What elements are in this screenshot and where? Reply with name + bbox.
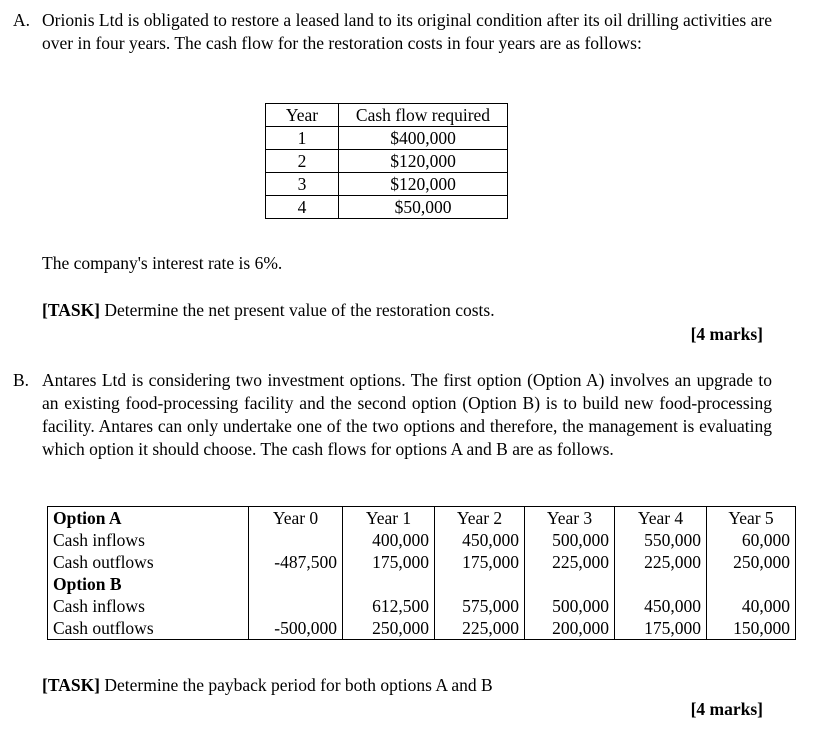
- header-year-3: Year 3: [525, 507, 615, 530]
- value-cell: [615, 573, 707, 595]
- table-row: [266, 173, 508, 196]
- value-cell: [525, 573, 615, 595]
- value-cell: 225,000: [525, 551, 615, 573]
- table-row: [266, 150, 508, 173]
- value-cell: [249, 595, 343, 617]
- cash-flow-cell: $120,000: [339, 173, 508, 196]
- value-cell: 250,000: [707, 551, 796, 573]
- table-row: [48, 551, 796, 573]
- header-year-5: Year 5: [707, 507, 796, 530]
- value-cell: [249, 573, 343, 595]
- value-cell: 400,000: [343, 529, 435, 551]
- table-row: [48, 573, 796, 595]
- row-label: Cash outflows: [48, 551, 249, 573]
- part-b-marker: B.: [13, 370, 30, 390]
- interest-rate-text: The company's interest rate is 6%.: [42, 253, 283, 273]
- year-cell: 3: [266, 173, 339, 196]
- value-cell: [343, 573, 435, 595]
- header-year-2: Year 2: [435, 507, 525, 530]
- part-a-marks: [4 marks]: [690, 324, 763, 344]
- value-cell: -487,500: [249, 551, 343, 573]
- header-year: Year: [266, 104, 339, 127]
- value-cell: [435, 573, 525, 595]
- cash-flow-cell: $400,000: [339, 127, 508, 150]
- value-cell: 250,000: [343, 617, 435, 640]
- value-cell: [707, 573, 796, 595]
- year-cell: 1: [266, 127, 339, 150]
- table-row: [266, 196, 508, 219]
- task-label: [TASK]: [42, 675, 101, 695]
- restoration-cashflow-table: [265, 103, 508, 219]
- year-cell: 2: [266, 150, 339, 173]
- option-a-header: Option A: [48, 507, 249, 530]
- value-cell: 450,000: [615, 595, 707, 617]
- row-label: Cash outflows: [48, 617, 249, 640]
- cash-flow-cell: $120,000: [339, 150, 508, 173]
- investment-options-table: [47, 506, 796, 640]
- table-row: [266, 127, 508, 150]
- value-cell: 550,000: [615, 529, 707, 551]
- value-cell: 40,000: [707, 595, 796, 617]
- task-label: [TASK]: [42, 300, 101, 320]
- header-cash-flow: Cash flow required: [339, 104, 508, 127]
- value-cell: 200,000: [525, 617, 615, 640]
- part-a-intro: Orionis Ltd is obligated to restore a leased land to its original condition after its oil drilling activities are over in four years. The cash flow for the restoration costs in four years are as follows:: [42, 10, 772, 53]
- value-cell: 175,000: [343, 551, 435, 573]
- value-cell: 60,000: [707, 529, 796, 551]
- table-header-row: [48, 507, 796, 530]
- value-cell: 175,000: [615, 617, 707, 640]
- value-cell: 150,000: [707, 617, 796, 640]
- table-header-row: [266, 104, 508, 127]
- row-label: Cash inflows: [48, 529, 249, 551]
- part-b-marks: [4 marks]: [690, 699, 763, 719]
- value-cell: -500,000: [249, 617, 343, 640]
- value-cell: 450,000: [435, 529, 525, 551]
- part-b-task: [42, 674, 493, 697]
- header-year-0: Year 0: [249, 507, 343, 530]
- task-text: Determine the net present value of the restoration costs.: [100, 300, 495, 320]
- header-year-1: Year 1: [343, 507, 435, 530]
- value-cell: 612,500: [343, 595, 435, 617]
- part-a-marker: A.: [13, 10, 31, 30]
- row-label: Cash inflows: [48, 595, 249, 617]
- table-row: [48, 595, 796, 617]
- value-cell: 575,000: [435, 595, 525, 617]
- value-cell: [249, 529, 343, 551]
- cash-flow-cell: $50,000: [339, 196, 508, 219]
- value-cell: 500,000: [525, 595, 615, 617]
- task-text: Determine the payback period for both options A and B: [100, 675, 493, 695]
- part-a-task: [42, 299, 495, 322]
- table-row: [48, 529, 796, 551]
- value-cell: 175,000: [435, 551, 525, 573]
- table-row: [48, 617, 796, 640]
- year-cell: 4: [266, 196, 339, 219]
- value-cell: 225,000: [435, 617, 525, 640]
- value-cell: 500,000: [525, 529, 615, 551]
- value-cell: 225,000: [615, 551, 707, 573]
- header-year-4: Year 4: [615, 507, 707, 530]
- part-b-intro: Antares Ltd is considering two investment options. The first option (Option A) involves an upgrade to an existing food-processing facility and the second option (Option B) is to build new food-processing facility. Antares can only undertake one of the two options and therefore, the management is evaluating which option it should choose. The cash flows for options A and B are as follows.: [42, 370, 772, 459]
- option-b-header: Option B: [48, 573, 249, 595]
